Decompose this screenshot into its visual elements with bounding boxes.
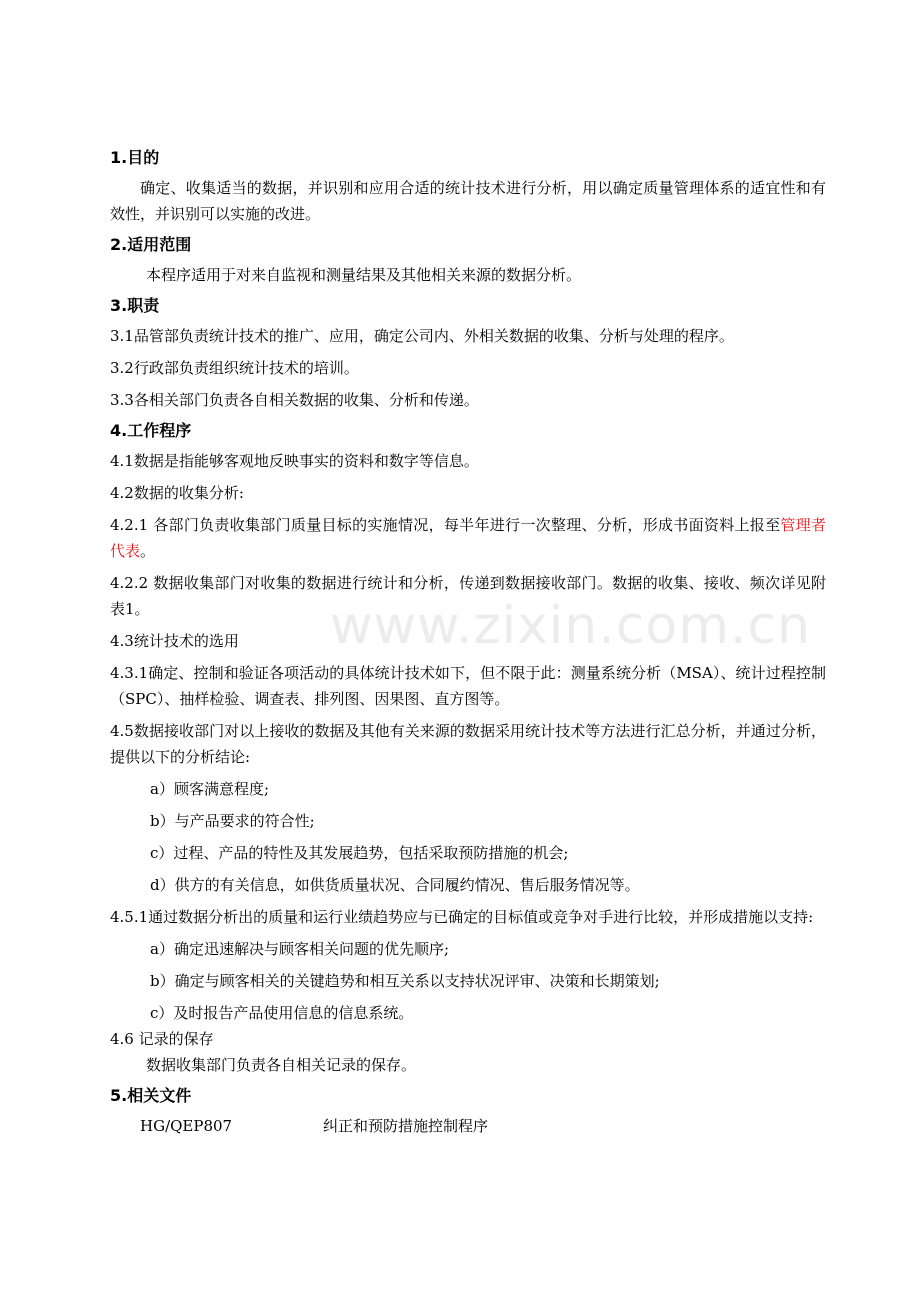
clause-4-3: 4.3统计技术的选用 xyxy=(110,632,239,650)
clause-3-2: 3.2行政部负责组织统计技术的培训。 xyxy=(110,359,359,377)
list-item: a）顾客满意程度; xyxy=(150,780,269,798)
watermark: www.zixin.com.cn xyxy=(330,596,811,656)
section-3-title: 3.职责 xyxy=(110,296,160,315)
clause-4-2-2: 4.2.2 数据收集部门对收集的数据进行统计和分析，传递到数据接收部门。数据的收集、接收、频次详见附表1。 xyxy=(110,574,826,618)
list-item: c）及时报告产品使用信息的信息系统。 xyxy=(150,1004,414,1022)
clause-4-1: 4.1数据是指能够客观地反映事实的资料和数字等信息。 xyxy=(110,452,479,470)
management-representative-text: 管理者代表 xyxy=(110,516,826,560)
list-item: b）与产品要求的符合性; xyxy=(150,812,315,830)
clause-4-2: 4.2数据的收集分析: xyxy=(110,484,244,502)
section-4-title: 4.工作程序 xyxy=(110,421,192,440)
section-2-title: 2.适用范围 xyxy=(110,235,192,254)
clause-4-6: 4.6 记录的保存 xyxy=(110,1030,214,1048)
clause-3-1: 3.1品管部负责统计技术的推广、应用，确定公司内、外相关数据的收集、分析与处理的程序。 xyxy=(110,327,734,345)
clause-4-3-1: 4.3.1确定、控制和验证各项活动的具体统计技术如下，但不限于此：测量系统分析（MSA）、统计过程控制（SPC）、抽样检验、调查表、排列图、因果图、直方图等。 xyxy=(110,664,826,708)
clause-4-2-1 xyxy=(110,512,826,564)
document-page xyxy=(110,140,826,1139)
list-item: a）确定迅速解决与顾客相关问题的优先顺序; xyxy=(150,940,449,958)
clause-4-5: 4.5数据接收部门对以上接收的数据及其他有关来源的数据采用统计技术等方法进行汇总分析，并通过分析，提供以下的分析结论: xyxy=(110,722,826,766)
list-item: d）供方的有关信息，如供货质量状况、合同履约情况、售后服务情况等。 xyxy=(150,876,640,894)
clause-4-2-1-end: 。 xyxy=(140,542,156,560)
list-item: c）过程、产品的特性及其发展趋势，包括采取预防措施的机会; xyxy=(150,844,569,862)
clause-3-3: 3.3各相关部门负责各自相关数据的收集、分析和传递。 xyxy=(110,391,479,409)
section-5-title: 5.相关文件 xyxy=(110,1086,192,1105)
document-code: HG/QEP807 xyxy=(140,1117,233,1135)
clause-4-2-1-text: 4.2.1 各部门负责收集部门质量目标的实施情况，每半年进行一次整理、分析，形成书面资料上报至 xyxy=(110,516,781,534)
clause-4-5-1: 4.5.1通过数据分析出的质量和运行业绩趋势应与已确定的目标值或竞争对手进行比较，并形成措施以支持: xyxy=(110,908,814,926)
clause-4-6-body: 数据收集部门负责各自相关记录的保存。 xyxy=(146,1056,417,1074)
document-name: 纠正和预防措施控制程序 xyxy=(323,1117,489,1135)
section-2-body: 本程序适用于对来自监视和测量结果及其他相关来源的数据分析。 xyxy=(146,266,582,284)
related-document-row xyxy=(110,1113,826,1139)
section-1-title: 1.目的 xyxy=(110,148,160,167)
list-item: b）确定与顾客相关的关键趋势和相互关系以支持状况评审、决策和长期策划; xyxy=(150,972,660,990)
section-1-body: 确定、收集适当的数据，并识别和应用合适的统计技术进行分析，用以确定质量管理体系的适宜性和有效性，并识别可以实施的改进。 xyxy=(110,179,826,223)
